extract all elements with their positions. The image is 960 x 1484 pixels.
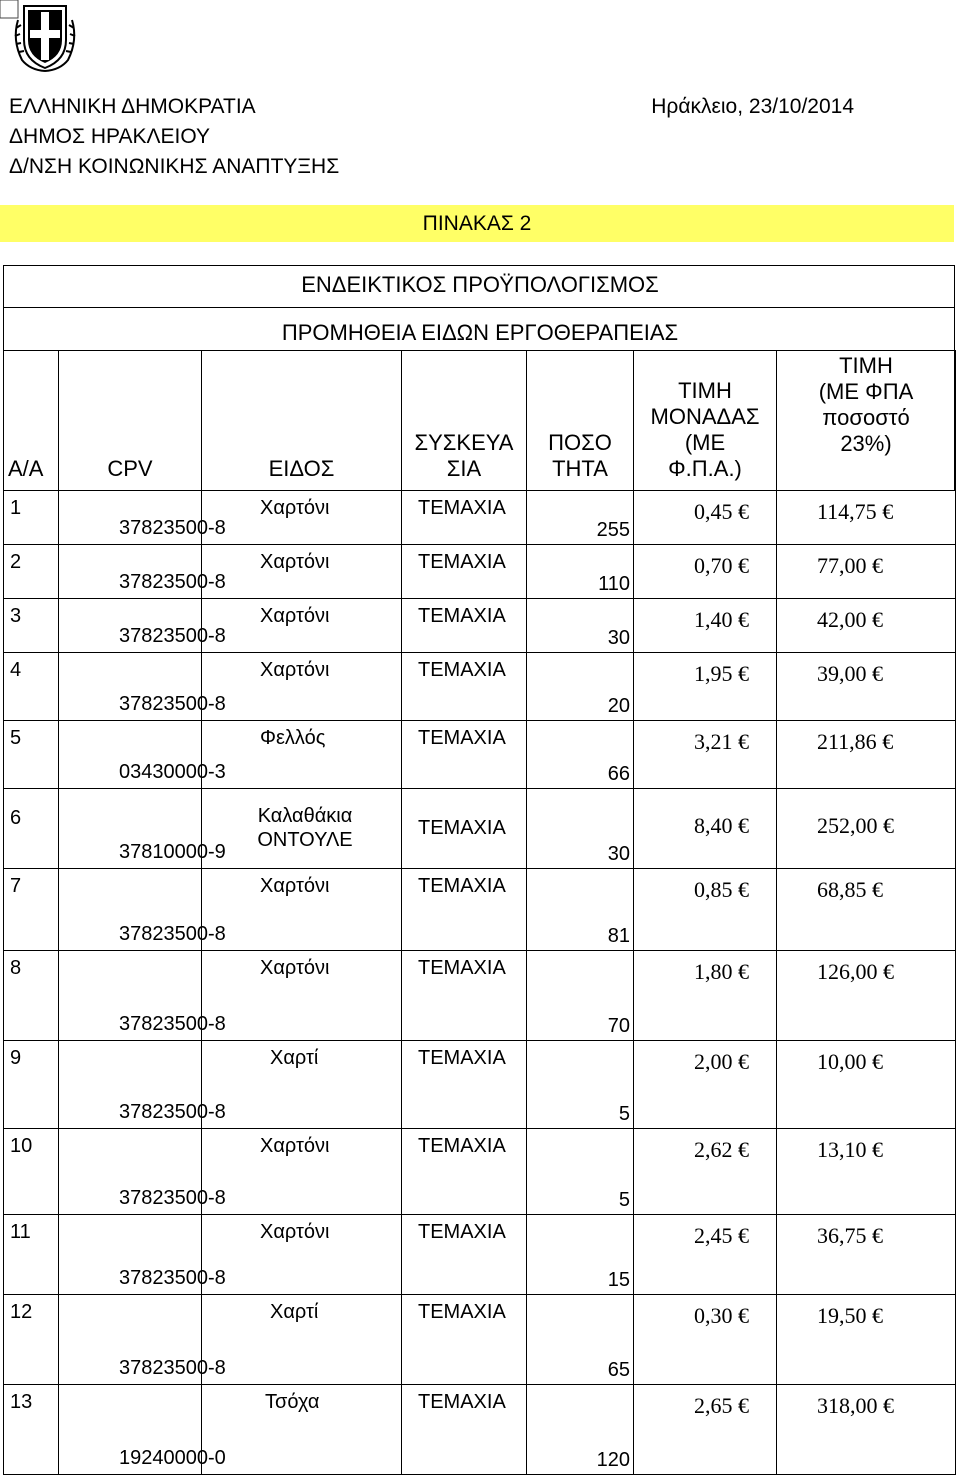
quantity: 120	[596, 1449, 630, 1471]
org-line: ΕΛΛΗΝΙΚΗ ΔΗΜΟΚΡΑΤΙΑ	[9, 95, 256, 118]
item-name	[250, 804, 360, 852]
item-name: Χαρτόνι	[260, 875, 330, 897]
row-number: 6	[10, 807, 22, 829]
cpv-code: 37810000-9	[119, 841, 226, 863]
unit-price	[694, 1137, 749, 1163]
total-price	[817, 553, 883, 579]
total-price	[817, 959, 894, 985]
quantity: 15	[607, 1269, 630, 1291]
cpv-code: 37823500-8	[119, 923, 226, 945]
package-type: ΤΕΜΑΧΙΑ	[418, 727, 506, 749]
header-total-line: ποσοστό	[822, 405, 910, 430]
cpv-code: 37823500-8	[119, 571, 226, 593]
unit-price	[694, 729, 749, 755]
unit-price	[694, 877, 749, 903]
total-price	[817, 729, 893, 755]
header-total	[777, 351, 956, 491]
unit-price	[694, 813, 749, 839]
row-number: 7	[10, 875, 22, 897]
row-number: 8	[10, 957, 22, 979]
table-subtitle: ΠΡΟΜΗΘΕΙΑ ΕΙΔΩΝ ΕΡΓΟΘΕΡΑΠΕΙΑΣ	[281, 320, 679, 345]
unit-price-value: 0,70	[694, 553, 733, 578]
unit-price-value: 1,40	[694, 607, 733, 632]
quantity: 30	[607, 843, 630, 865]
item-name: Χαρτόνι	[260, 605, 330, 627]
header-package-line: ΣΥΣΚΕΥΑ	[414, 430, 514, 455]
package-type: ΤΕΜΑΧΙΑ	[418, 1047, 506, 1069]
unit-price	[694, 661, 749, 687]
unit-price	[694, 959, 749, 985]
package-type: ΤΕΜΑΧΙΑ	[418, 957, 506, 979]
total-price-value: 68,85	[817, 877, 867, 902]
cpv-code: 37823500-8	[119, 517, 226, 539]
table-row	[4, 1385, 956, 1475]
table-banner: ΠΙΝΑΚΑΣ 2	[0, 205, 954, 242]
table-row	[4, 1215, 956, 1295]
header-unit-price	[634, 351, 777, 491]
issuer-block	[9, 92, 339, 182]
header-package	[402, 351, 527, 491]
unit-price-value: 8,40	[694, 813, 733, 838]
euro-sign: €	[738, 877, 749, 902]
package-type: ΤΕΜΑΧΙΑ	[418, 659, 506, 681]
total-price	[817, 661, 883, 687]
unit-price-value: 1,80	[694, 959, 733, 984]
row-number: 12	[10, 1301, 33, 1323]
item-name: Χαρτόνι	[260, 1135, 330, 1157]
header-unit-price-line: Φ.Π.Α.)	[668, 456, 742, 481]
total-price-value: 318,00	[817, 1393, 878, 1418]
package-type: ΤΕΜΑΧΙΑ	[418, 1391, 506, 1413]
unit-price-value: 1,95	[694, 661, 733, 686]
unit-price-value: 0,30	[694, 1303, 733, 1328]
euro-sign: €	[738, 499, 749, 524]
quantity: 5	[618, 1103, 630, 1125]
header-cpv: CPV	[59, 351, 202, 491]
header-package-line: ΣΙΑ	[446, 456, 482, 481]
item-name: Χαρτόνι	[260, 497, 330, 519]
unit-price	[694, 607, 749, 633]
header-quantity	[527, 351, 634, 491]
total-price	[817, 1137, 883, 1163]
cpv-code: 37823500-8	[119, 1187, 226, 1209]
quantity: 20	[607, 695, 630, 717]
euro-sign: €	[738, 729, 749, 754]
total-price-value: 13,10	[817, 1137, 867, 1162]
header-quantity-line: ΤΗΤΑ	[552, 456, 608, 481]
total-price	[817, 1393, 894, 1419]
quantity: 110	[598, 573, 630, 595]
item-name: Χαρτί	[270, 1047, 319, 1069]
row-number: 1	[10, 497, 22, 519]
euro-sign: €	[738, 813, 749, 838]
package-type: ΤΕΜΑΧΙΑ	[418, 1301, 506, 1323]
euro-sign: €	[738, 1303, 749, 1328]
cpv-code: 37823500-8	[119, 693, 226, 715]
org-line: Δ/ΝΣΗ ΚΟΙΝΩΝΙΚΗΣ ΑΝΑΠΤΥΞΗΣ	[9, 155, 340, 178]
item-name: Φελλός	[260, 727, 326, 749]
euro-sign: €	[883, 1393, 894, 1418]
total-price	[817, 1223, 883, 1249]
table-row	[4, 789, 956, 869]
euro-sign: €	[872, 877, 883, 902]
euro-sign: €	[872, 1303, 883, 1328]
table-row	[4, 491, 956, 545]
header-total-line: (ΜΕ ΦΠΑ	[818, 379, 914, 404]
package-type: ΤΕΜΑΧΙΑ	[418, 875, 506, 897]
table-row	[4, 1295, 956, 1385]
cpv-code: 19240000-0	[119, 1447, 226, 1469]
divider	[3, 265, 955, 266]
row-number: 11	[10, 1221, 31, 1243]
total-price-value: 211,86	[817, 729, 877, 754]
euro-sign: €	[738, 553, 749, 578]
header-unit-price-line: ΜΟΝΑΔΑΣ	[650, 404, 760, 429]
unit-price-value: 2,45	[694, 1223, 733, 1248]
unit-price-value: 3,21	[694, 729, 733, 754]
unit-price	[694, 1393, 749, 1419]
greek-coat-of-arms-icon	[0, 0, 86, 72]
total-price-value: 42,00	[817, 607, 867, 632]
unit-price-value: 0,45	[694, 499, 733, 524]
euro-sign: €	[872, 553, 883, 578]
header-unit-price-line: ΤΙΜΗ	[678, 378, 732, 403]
quantity: 255	[596, 519, 630, 541]
unit-price	[694, 1303, 749, 1329]
total-price	[817, 499, 893, 525]
package-type: ΤΕΜΑΧΙΑ	[418, 605, 506, 627]
euro-sign: €	[738, 661, 749, 686]
euro-sign: €	[738, 1393, 749, 1418]
table-row	[4, 721, 956, 789]
table-title: ΕΝΔΕΙΚΤΙΚΟΣ ΠΡΟΫΠΟΛΟΓΙΣΜΟΣ	[301, 272, 659, 297]
table-row	[4, 1041, 956, 1129]
euro-sign: €	[883, 959, 894, 984]
quantity: 30	[607, 627, 630, 649]
total-price-value: 10,00	[817, 1049, 867, 1074]
row-number: 2	[10, 551, 22, 573]
package-type: ΤΕΜΑΧΙΑ	[418, 1135, 506, 1157]
item-name: Χαρτόνι	[260, 1221, 330, 1243]
euro-sign: €	[872, 661, 883, 686]
quantity: 5	[618, 1189, 630, 1211]
total-price	[817, 813, 894, 839]
place-date: Ηράκλειο, 23/10/2014	[651, 95, 854, 118]
table-row	[4, 951, 956, 1041]
budget-table	[3, 350, 956, 1475]
euro-sign: €	[872, 1049, 883, 1074]
euro-sign: €	[872, 1223, 883, 1248]
row-number: 3	[10, 605, 22, 627]
euro-sign: €	[882, 499, 894, 524]
item-name: Τσόχα	[265, 1391, 320, 1413]
table-row	[4, 869, 956, 951]
header-total-line: 23%)	[840, 431, 892, 456]
total-price	[817, 607, 883, 633]
unit-price	[694, 499, 749, 525]
item-name-line: ΟΝΤΟΥΛΕ	[257, 829, 353, 851]
header-total-line: ΤΙΜΗ	[839, 353, 893, 378]
total-price-value: 77,00	[817, 553, 867, 578]
unit-price-value: 2,00	[694, 1049, 733, 1074]
table-row	[4, 545, 956, 599]
cpv-code: 37823500-8	[119, 625, 226, 647]
header-quantity-line: ΠΟΣΟ	[548, 430, 612, 455]
header-unit-price-line: (ΜΕ	[684, 430, 726, 455]
unit-price	[694, 1049, 749, 1075]
cpv-code: 37823500-8	[119, 1013, 226, 1035]
item-name-line: Καλαθάκια	[257, 805, 353, 827]
package-type: ΤΕΜΑΧΙΑ	[418, 497, 506, 519]
cpv-code: 37823500-8	[119, 1267, 226, 1289]
euro-sign: €	[738, 607, 749, 632]
divider	[3, 307, 955, 308]
package-type: ΤΕΜΑΧΙΑ	[418, 817, 506, 839]
quantity: 70	[607, 1015, 630, 1037]
total-price-value: 19,50	[817, 1303, 867, 1328]
row-number: 10	[10, 1135, 33, 1157]
table-row	[4, 653, 956, 721]
cpv-code: 37823500-8	[119, 1357, 226, 1379]
euro-sign: €	[738, 1049, 749, 1074]
table-row	[4, 599, 956, 653]
header-aa: Α/Α	[4, 351, 59, 491]
euro-sign: €	[738, 1223, 749, 1248]
euro-sign: €	[883, 813, 894, 838]
total-price	[817, 877, 883, 903]
euro-sign: €	[872, 1137, 883, 1162]
row-number: 5	[10, 727, 22, 749]
cpv-code: 37823500-8	[119, 1101, 226, 1123]
total-price-value: 36,75	[817, 1223, 867, 1248]
unit-price	[694, 1223, 749, 1249]
quantity: 65	[607, 1359, 630, 1381]
total-price	[817, 1049, 883, 1075]
unit-price-value: 2,65	[694, 1393, 733, 1418]
total-price-value: 252,00	[817, 813, 878, 838]
row-number: 9	[10, 1047, 22, 1069]
total-price-value: 114,75	[817, 499, 877, 524]
euro-sign: €	[872, 607, 883, 632]
quantity: 66	[607, 763, 630, 785]
unit-price-value: 2,62	[694, 1137, 733, 1162]
total-price-value: 126,00	[817, 959, 878, 984]
item-name: Χαρτί	[270, 1301, 319, 1323]
cpv-code: 03430000-3	[119, 761, 226, 783]
quantity: 81	[607, 925, 630, 947]
package-type: ΤΕΜΑΧΙΑ	[418, 551, 506, 573]
row-number: 4	[10, 659, 22, 681]
euro-sign: €	[738, 959, 749, 984]
table-row	[4, 1129, 956, 1215]
table-body	[4, 491, 956, 1475]
package-type: ΤΕΜΑΧΙΑ	[418, 1221, 506, 1243]
unit-price	[694, 553, 749, 579]
header-row	[4, 351, 956, 491]
total-price-value: 39,00	[817, 661, 867, 686]
euro-sign: €	[882, 729, 894, 754]
org-line: ΔΗΜΟΣ ΗΡΑΚΛΕΙΟΥ	[9, 125, 210, 148]
header-item: ΕΙΔΟΣ	[202, 351, 402, 491]
total-price	[817, 1303, 883, 1329]
row-number: 13	[10, 1391, 33, 1413]
item-name: Χαρτόνι	[260, 957, 330, 979]
item-name: Χαρτόνι	[260, 551, 330, 573]
euro-sign: €	[738, 1137, 749, 1162]
unit-price-value: 0,85	[694, 877, 733, 902]
item-name: Χαρτόνι	[260, 659, 330, 681]
